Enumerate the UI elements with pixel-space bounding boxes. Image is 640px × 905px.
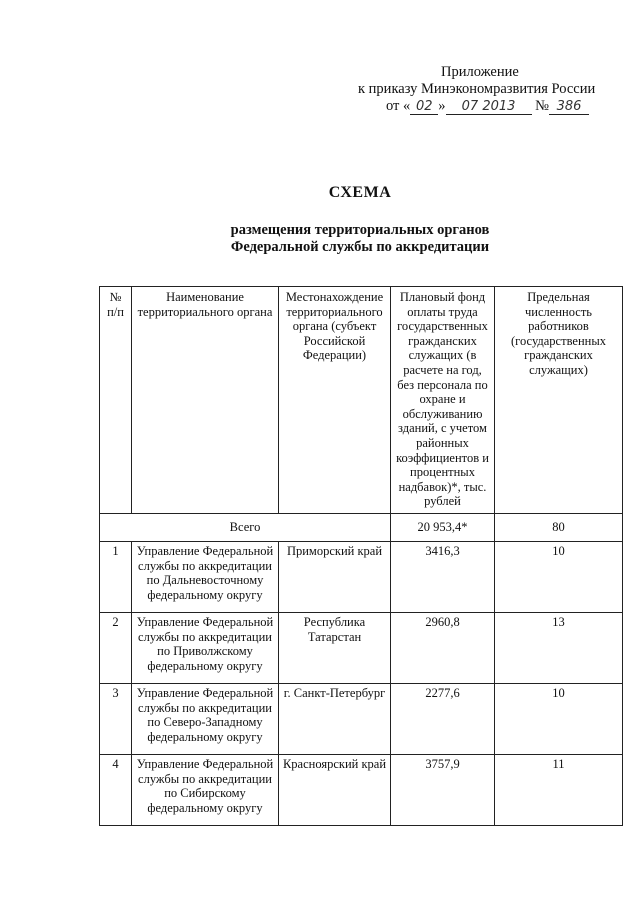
row-fund: 2960,8 (391, 613, 495, 684)
row-name: Управление Федеральной службы по аккредитации по Северо-Западному федеральному округу (132, 684, 279, 755)
row-staff: 10 (495, 542, 623, 613)
row-number: 1 (100, 542, 132, 613)
total-row (100, 514, 623, 542)
row-staff: 11 (495, 755, 623, 826)
day-close: » (438, 98, 446, 114)
header-name: Наименование территориального органа (132, 287, 279, 514)
table-row (100, 755, 623, 826)
row-location: Красноярский край (279, 755, 391, 826)
header-number: № п/п (100, 287, 132, 514)
header-fund: Плановый фонд оплаты труда государственных гражданских служащих (в расчете на год, без персонала по охране и обслуживанию зданий, с учетом районных коэффициентов и процентных надбавок)*, тыс. рублей (391, 287, 495, 514)
row-fund: 2277,6 (391, 684, 495, 755)
date-prefix: от « (386, 98, 411, 114)
row-staff: 10 (495, 684, 623, 755)
row-fund: 3757,9 (391, 755, 495, 826)
row-location: г. Санкт-Петербург (279, 684, 391, 755)
subtitle-line1: размещения территориальных органов (230, 222, 490, 238)
table-row (100, 613, 623, 684)
document-subtitle (40, 222, 640, 256)
header-staff: Предельная численность работников (государственных гражданских служащих) (495, 287, 623, 514)
approval-line1: Приложение (441, 64, 519, 80)
row-number: 3 (100, 684, 132, 755)
handwritten-number: 386 (549, 100, 589, 115)
row-name: Управление Федеральной службы по аккредитации по Приволжскому федеральному округу (132, 613, 279, 684)
row-number: 2 (100, 613, 132, 684)
row-name: Управление Федеральной службы по аккредитации по Сибирскому федеральному округу (132, 755, 279, 826)
row-staff: 13 (495, 613, 623, 684)
row-location: Республика Татарстан (279, 613, 391, 684)
total-label: Всего (100, 514, 391, 542)
number-prefix: № (535, 98, 549, 114)
scheme-table (99, 286, 623, 826)
handwritten-day: 02 (410, 100, 438, 115)
table-row (100, 684, 623, 755)
row-name: Управление Федеральной службы по аккредитации по Дальневосточному федеральному округу (132, 542, 279, 613)
document-title: СХЕМА (328, 184, 392, 201)
approval-line2: к приказу Минэкономразвития России (358, 81, 596, 97)
table-header-row (100, 287, 623, 514)
row-location: Приморский край (279, 542, 391, 613)
header-location: Местонахождение территориального органа (субъект Российской Федерации) (279, 287, 391, 514)
approval-date-line (386, 98, 589, 115)
total-staff: 80 (495, 514, 623, 542)
handwritten-month-year: 07 2013 (446, 100, 532, 115)
table-row (100, 542, 623, 613)
row-number: 4 (100, 755, 132, 826)
total-fund: 20 953,4* (391, 514, 495, 542)
row-fund: 3416,3 (391, 542, 495, 613)
subtitle-line2: Федеральной службы по аккредитации (230, 239, 490, 255)
